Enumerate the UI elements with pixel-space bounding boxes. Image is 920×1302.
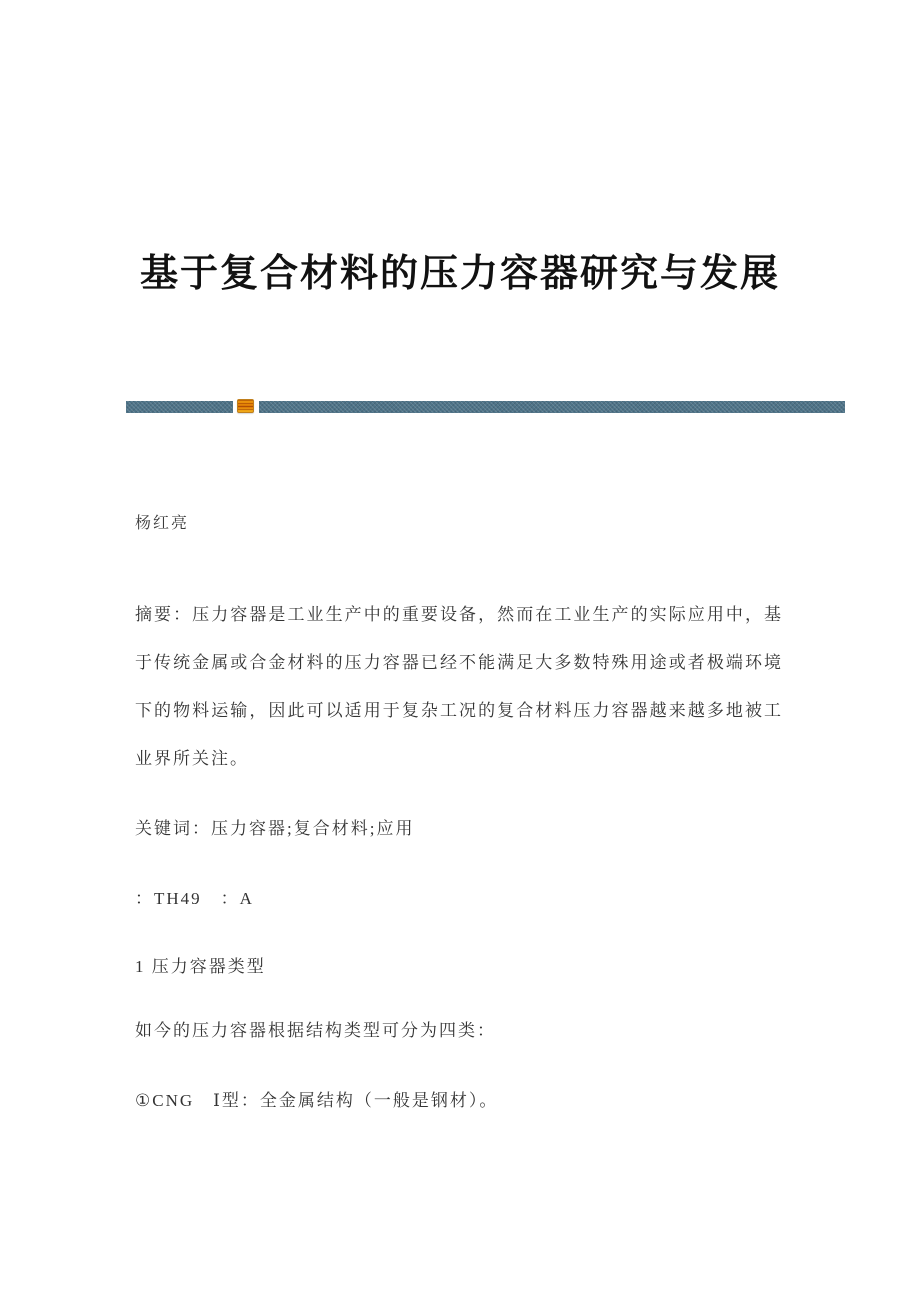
gold-seal-icon [237, 399, 254, 413]
divider-bar-left [126, 401, 233, 413]
section-1-item-1: ①CNG Ⅰ型：全金属结构（一般是钢材）。 [135, 1091, 499, 1110]
section-1-heading: 1 压力容器类型 [135, 957, 266, 976]
section-1-intro: 如今的压力容器根据结构类型可分为四类： [135, 1021, 496, 1040]
classification-line: ：TH49 ：A [135, 889, 254, 908]
keywords-line: 关键词：压力容器;复合材料;应用 [135, 819, 415, 838]
page-title: 基于复合材料的压力容器研究与发展 [139, 253, 780, 296]
divider-bar-right [259, 401, 845, 413]
abstract-paragraph: 摘要：压力容器是工业生产中的重要设备，然而在工业生产的实际应用中，基于传统金属或合金材料的压力容器已经不能满足大多数特殊用途或者极端环境下的物料运输，因此可以适用于复杂工况的复合材料压力容器越来越多地被工业界所关注。 [135, 605, 783, 768]
author-name: 杨红亮 [135, 515, 190, 532]
title-divider [126, 394, 845, 420]
